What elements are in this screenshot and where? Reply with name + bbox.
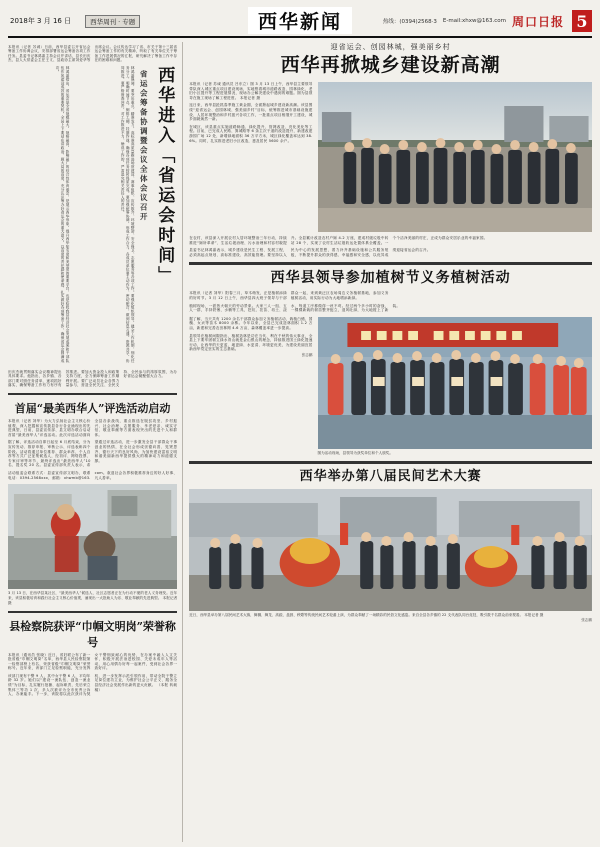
contact-phone: 热线：(0394)2568·3 — [382, 19, 437, 25]
contact-mail: E-mail:xhxw@163.com — [442, 18, 506, 24]
article1-body-3: 在农村，该县深入开展农村人居环境整治三年行动，持续推进“厕所革命”、生活垃圾治理、污水治理和村容村貌提升。全县累计改造农村户厕 4.2 万座，建成村级垃圾中转站 28 个，实现了农村生活垃圾收运处置体系全覆盖。一个个洁净美丽的村庄，正成为群众安居乐业的幸福家园。 — [189, 236, 488, 245]
page-number: 5 — [572, 10, 592, 32]
masthead-right — [383, 10, 592, 32]
divider-right-1 — [189, 262, 592, 265]
divider-1 — [8, 393, 177, 395]
left-subhead-2: 县检察院获评“巾帼文明岗”荣誉称号 — [9, 619, 176, 649]
right-column — [183, 42, 592, 842]
article2-body-4: 县领导在植树间隙指出，植树造林是功在当代、利在千秋的伟大事业，全县上下要牢固树立绿水青山就是金山银山的理念，持续推进国土绿化提速行动，让西华的天更蓝、地更绿、水更清、环境更优美，为建设美丽宜居新西华奠定坚实的生态基础。 — [189, 333, 313, 352]
section-label: 西华周刊 · 专题 — [85, 15, 140, 28]
newspaper-title: 西华新闻 — [248, 7, 352, 34]
article2-headline: 西华县领导参加植树节义务植树活动 — [270, 270, 511, 287]
page-body — [8, 42, 592, 842]
article1-headline: 西华再掀城乡建设新高潮 — [280, 54, 501, 76]
left-column — [8, 42, 183, 842]
divider-right-2 — [189, 461, 592, 464]
photo-award-ceremony — [318, 317, 592, 449]
photo-officials-inspection — [318, 82, 592, 232]
vertical-headline: 西华进入「省运会时间」 — [154, 65, 175, 286]
article1-body-2: 在城区，该县重点实施道路畅通、绿化提升、管网改造、亮化美化等工程。目前，已完成人民路、箕城路等 6 条主次干道的改造提升，新建改建游园广场 12 处，新增绿地面积 36 万平方米，城区绿化覆盖率达到 38.6%。同时，扎实推进老旧小区改造，惠及居民 5600 余户。 — [189, 124, 313, 143]
vertical-subhead: 省运会筹备协调暨会议全体会议召开 — [139, 69, 149, 222]
vertical-headline-block — [8, 66, 177, 366]
photo-volunteer-haircut — [8, 484, 177, 589]
publisher-brand: 周口日报 — [511, 14, 564, 29]
left-sub-body-5: 该部门现有干警 9 人，其中女干警 6 人，平均年龄 32 岁。她们以“建设一流队伍、创造一流业绩”为目标，扎实履行批捕、起诉职责，先后荣立集体三等功 1 次，多人次被评为全市优秀公诉人、办案能手。下一步，该院将以此次获评为契机，进一步发挥示范引领作用，带动全院干警立足岗位建功立业，为维护社会公平正义、服务全县经济社会发展作出新的更大贡献。 （本报 转载稿） — [8, 673, 178, 697]
article1-kicker: 迎省运会、创园林城，强美丽乡村 — [330, 43, 451, 51]
article2-body-1: 本报讯（记者 刘华）阳春三月，草木萌发，正是植树添绿的好时节。3 月 12 日上午，西华县四大班子领导与干部群众一起，来到黄泛区农场周边义务植树基地，参加义务植树活动，用实际行动为大地增添新绿。 — [189, 291, 389, 300]
article2-byline: 张志鹏 — [301, 352, 313, 357]
left-subhead-1: 首届“最美西华人”评选活动启动 — [14, 402, 171, 415]
left-sub-body-2: 据了解，评选活动自即日起至 6 月底结束，分为宣传发动、推荐申报、审核公示、评选表彰四个阶段。活动将通过单位推荐、群众举荐、个人自荐等方式广泛征集候选人，经初评、网络投票、专家评审等环节，最终评选出“最美西华人”10 名、提名奖 20 名。县委宣传部负责人表示，希望通过评选活动，进一步激发全县干部群众干事创业的热情，在全社会形成崇德向善、见贤思齐、德行天下的良好风尚，为加快建设富裕文明和谐美丽新西华提供强大的精神动力和道德支撑。 — [8, 440, 178, 468]
left-body-1: 林鸿嘉指出，省运会是全省规模最大、规格最高、影响最广的综合性体育盛会，是展示西华形象、提升西华知名度和美誉度的重要平台，也是检验我县经济社会发展成果和干部队伍作风建设成效的重要契机。全县上下要站在讲政治、顾大局的高度，充分认识筹办好省运会的重大意义，以高度的责任感和使命感，扎实做好各项筹备工作，确保省运会圆满成功。 — [56, 65, 71, 363]
left-sub-body-1: 本报讯（记者 刘华）为大力弘扬社会主义核心价值观，深入挖掘和宣传我县各行各业涌现出的先进典型，日前，县委宣传部、县文明办联合启动首届“最美西华人”评选活动。此次评选活动面向全县各条战线，重点推选在脱贫攻坚、乡村振兴、社会治理、志愿服务、孝老爱亲、诚实守信、敬业奉献等方面表现突出的先进个人和群体。 — [8, 419, 178, 437]
divider-2 — [8, 611, 177, 613]
article1-caption: 本报讯（记者 苏诚 通讯员 吕东立）图 3 月 13 日上午，西华县主要领导带队深入城区重点项目建设现场，实地察看城市道路改造、园林绿化、老旧小区提升等工程进展情况，现场办公解决建设中遇到的难题。图为县领导在施工现场了解工程进度。 本报记者 摄 — [189, 82, 313, 100]
publication-date: 2018年 3 月 16 日 — [10, 17, 72, 25]
masthead — [8, 6, 592, 38]
left-photo-caption: 3 月 13 日，在西华县某社区，“最美西华人”候选人、社区志愿者正在为行动不便的老人义务理发。近年来，该县积极培育和践行社会主义核心价值观，涌现出一大批助人为乐、敬业奉献的先进典型。 本报记者 摄 — [8, 591, 178, 605]
article2-body-3: 据了解，当天共有 1200 余名干部群众参加义务植树活动，栽植白蜡、国槐、女贞等苗木 8000 余株。今年以来，全县已完成造林面积 1.2 万亩，新建和完善农田林网 4.6 万亩，森林覆盖率进一步提高。 — [189, 316, 313, 330]
left-lead-paragraph: 本报讯（记者 苏诚）日前，西华县委召开省运会筹备工作协调会议，安排部署省运会筹备各项工作任务。县委书记林鸿嘉主持会议并讲话，县长田庆杰、县人大常委会主任王义、县政协主席刘爱华等出席会议。会议传达学习了省、市关于第十三届省运会筹备工作的有关精神，听取了有关单位关于筹备工作进展情况的汇报，研究解决了筹备工作中存在的困难和问题。 — [8, 45, 178, 63]
article3-caption: 近日，西华县举办第八届民间艺术大赛，舞狮、舞龙、高跷、盘鼓、秧歌等传统民间艺术轮番上演，为群众奉献了一场精彩的民俗文化盛宴。来自全县各乡镇的 22 支代表队同台竞技，吸引数千名群众前来观看。 本报记者 摄 — [189, 612, 544, 617]
left-body-3: 田庆杰就贯彻落实会议精神提出具体要求。他指出，各乡镇、各部门要对照任务清单，逐项抓好落实，确保筹备工作有力有序有效推进。要加大资金投入和政策支持力度，全力保障筹备工作顺利开展。要广泛动员社会各界力量参与，营造全民关注、全民支持、全民参与的浓厚氛围，为办好省运会凝聚强大合力。 — [8, 369, 178, 388]
article1-body-1: 连日来，西华县抢抓春季施工黄金期，全面掀起城乡建设新高潮。该县围绕“迎省运会、创园林城、强美丽乡村”目标，统筹推进城市基础设施建设、人居环境整治和乡村振兴各项工作，一批重点项目相继开工建设，城乡面貌焕然一新。 — [189, 103, 313, 122]
photo-folk-art-contest — [189, 489, 592, 611]
article1-body-4: 县委书记林鸿嘉表示，城乡建设是民生工程、发展工程，必须高起点规划、高标准建设、高效能管理。要坚持以人民为中心的发展思想，着力补齐基础设施和公共服务短板，不断提升群众的获得感、幸福感和安全感，以优异成绩迎接省运会的召开。 — [189, 248, 431, 257]
left-sub-body-3: 活动组委会联系方式：县委宣传部文明办，联系电话：0394-2568xxx，邮箱：xhwmb@163.com。欢迎社会各界积极推荐身边的好人好事、凡人善举。 — [8, 470, 178, 480]
figure-left-photo — [8, 484, 177, 605]
left-sub-body-4: 本报讯（通讯员 张晓）近日，省妇联公布了新一批省级“巾帼文明岗”名单，西华县人民检察院第一检察部榜上有名，荣获省级“巾帼文明岗”荣誉称号。近年来，该部门立足检察职能，充分发挥女干警细致耐心的优势，在办案中融入人文关怀，积极开展法治进校园、关爱未成年人等活动，用心用情办好每一起案件，受到社会各界一致好评。 — [8, 652, 178, 671]
article2-body-2: 植树现场，一派热火朝天的劳动景象。大家三人一组、五人一群，手持铁锹、水桶等工具，挖坑、扶苗、培土、浇水，每道工序都做得一丝不苟。经过两个多小时的奋战，一棵棵新栽的树苗整齐挺立，迎风吐绿，为大地披上了新装。 — [189, 303, 401, 313]
article2-photo-caption: 图为活动现场，县领导为获奖单位和个人颁奖。 — [317, 450, 393, 455]
article3-headline: 西华举办第八届民间艺术大赛 — [299, 468, 482, 484]
article3-byline: 张志鹏 — [581, 618, 592, 623]
left-body-2: 林鸿嘉强调，要突出重点，精准发力，高标准高质量推进场馆建设、赛事组织、宣传推介、环境整治、安全保卫、志愿服务等各项工作。要强化组织领导，健全工作机制，细化任务分工，明确时间节点，倒排工期、挂图作战，确保各项任务按时保质完成。要加强统筹协调，形成工作合力，各成员单位要主动作为、密切配合，做到信息互通、资源共享、协同推进。要严格督查问责，对工作推进不力、贻误工作的，严肃追究相关责任人的责任。 — [121, 65, 136, 363]
